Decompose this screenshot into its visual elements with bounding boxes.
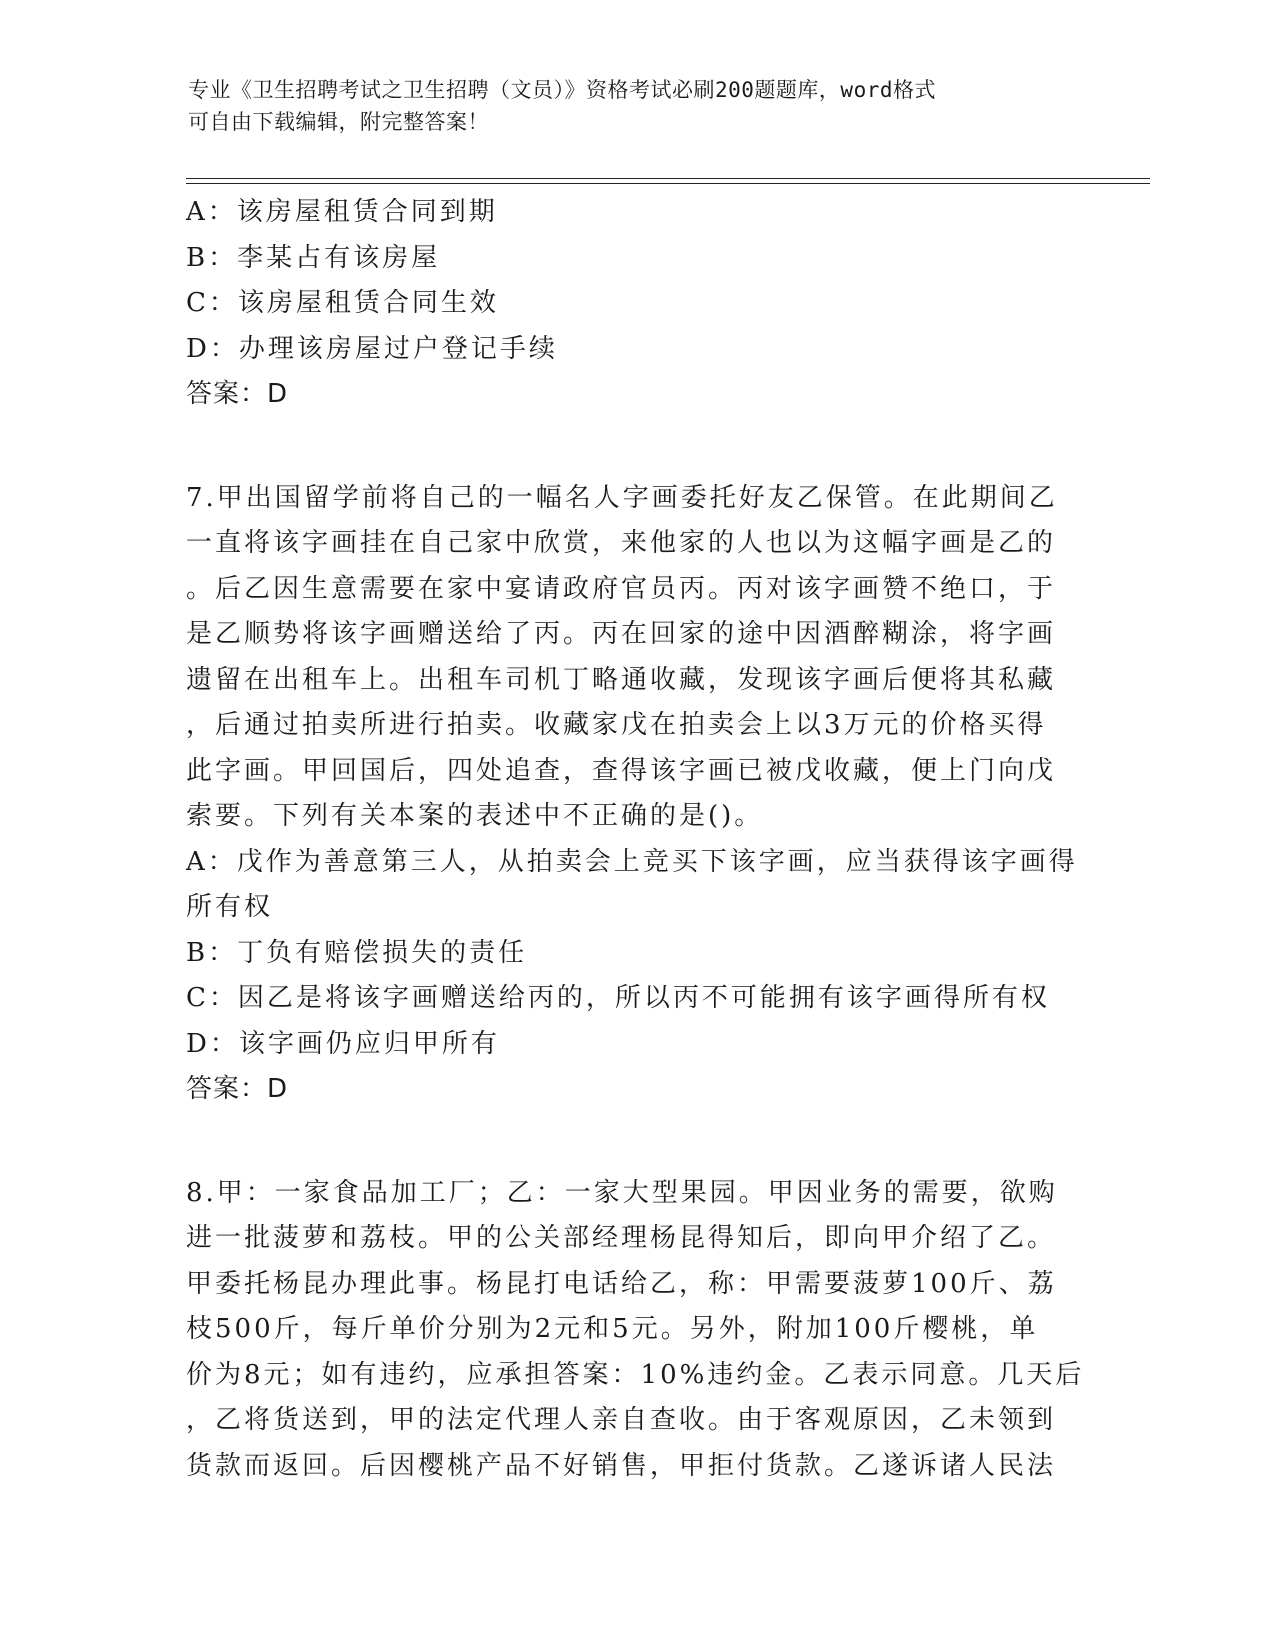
option-b: B：丁负有赔偿损失的责任 — [186, 937, 528, 968]
question-stem-line: 价为8元；如有违约，应承担答案：10%违约金。乙表示同意。几天后 — [186, 1359, 1085, 1390]
question-stem-line: 甲委托杨昆办理此事。杨昆打电话给乙，称：甲需要菠萝100斤、荔 — [186, 1268, 1057, 1299]
question-stem-line: ，乙将货送到，甲的法定代理人亲自查收。由于客观原因，乙未领到 — [186, 1405, 1057, 1435]
question-6-options — [186, 190, 1086, 418]
option-a-continued: 所有权 — [186, 892, 274, 922]
question-stem-line: 一直将该字画挂在自己家中欣赏，来他家的人也以为这幅字画是乙的 — [186, 528, 1057, 558]
page-header — [188, 74, 1068, 138]
question-stem-line: 8.甲：一家食品加工厂；乙：一家大型果园。甲因业务的需要，欲购 — [186, 1177, 1058, 1208]
header-line-1: 专业《卫生招聘考试之卫生招聘（文员）》资格考试必刷200题题库，word格式 — [188, 78, 936, 102]
question-stem-line: 枝500斤，每斤单价分别为2元和5元。另外，附加100斤樱桃，单 — [186, 1314, 1039, 1344]
question-stem-line: 遗留在出租车上。出租车司机丁略通收藏，发现该字画后便将其私藏 — [186, 664, 1057, 695]
question-stem-line: 进一批菠萝和荔枝。甲的公关部经理杨昆得知后，即向甲介绍了乙。 — [186, 1223, 1057, 1253]
spacer — [186, 1113, 1086, 1171]
question-stem-line: ，后通过拍卖所进行拍卖。收藏家戊在拍卖会上以3万元的价格买得 — [186, 710, 1047, 740]
question-stem-line: 货款而返回。后因樱桃产品不好销售，甲拒付货款。乙遂诉诸人民法 — [186, 1450, 1057, 1481]
option-c: C：该房屋租赁合同生效 — [186, 288, 499, 318]
option-a: A：戊作为善意第三人，从拍卖会上竞买下该字画，应当获得该字画得 — [186, 846, 1078, 877]
question-stem-line: 是乙顺势将该字画赠送给了丙。丙在回家的途中因酒醉糊涂，将字画 — [186, 619, 1057, 649]
question-8 — [186, 1171, 1086, 1490]
question-stem-line: 。后乙因生意需要在家中宴请政府官员丙。丙对该字画赞不绝口，于 — [186, 573, 1057, 604]
question-stem-line: 7.甲出国留学前将自己的一幅名人字画委托好友乙保管。在此期间乙 — [186, 482, 1058, 513]
spacer — [186, 418, 1086, 476]
option-c: C：因乙是将该字画赠送给丙的，所以丙不可能拥有该字画得所有权 — [186, 983, 1050, 1013]
option-b: B：李某占有该房屋 — [186, 242, 441, 273]
option-a: A：该房屋租赁合同到期 — [186, 197, 498, 227]
answer-line: 答案：D — [186, 379, 289, 409]
question-stem-line: 索要。下列有关本案的表述中不正确的是()。 — [186, 801, 764, 831]
question-7 — [186, 476, 1086, 1113]
option-d: D：该字画仍应归甲所有 — [186, 1028, 500, 1059]
answer-line: 答案：D — [186, 1074, 289, 1104]
header-divider-bottom — [186, 183, 1150, 184]
document-body — [186, 190, 1086, 1489]
header-divider-top — [186, 178, 1150, 179]
option-d: D：办理该房屋过户登记手续 — [186, 333, 558, 364]
header-line-2: 可自由下载编辑，附完整答案！ — [188, 110, 489, 134]
question-stem-line: 此字画。甲回国后，四处追查，查得该字画已被戊收藏，便上门向戊 — [186, 755, 1057, 786]
